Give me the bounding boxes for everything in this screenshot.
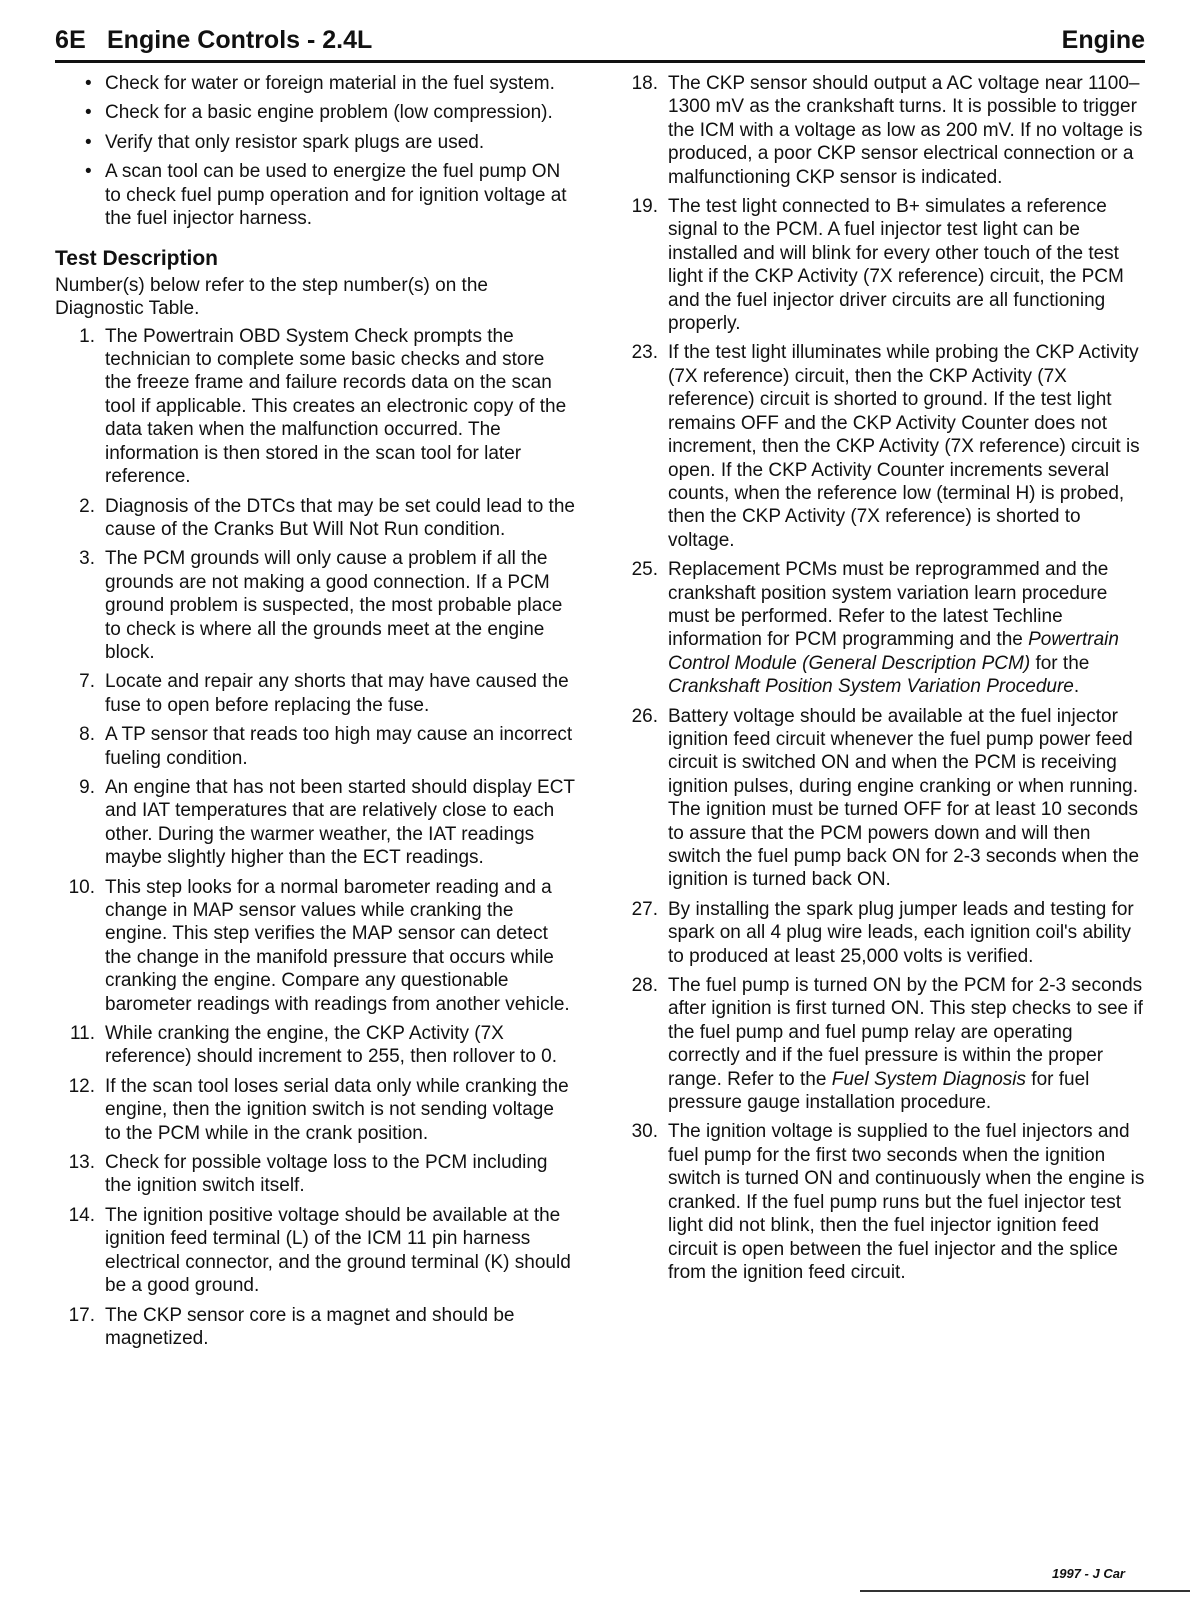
step-text: Locate and repair any shorts that may have caused the fuse to open before replacing the fuse. — [105, 671, 569, 716]
list-item: • Verify that only resistor spark plugs are used. — [85, 131, 485, 153]
step-text: While cranking the engine, the CKP Activity (7X reference) should increment to 255, then rollover to 0. — [105, 1023, 558, 1068]
step-text: An engine that has not been started should display ECT and IAT temperatures that are relatively close to each other. During the warmer weather, the IAT readings maybe slightly higher than the ECT readings. — [105, 776, 575, 869]
step-text: The fuel pump is turned ON by the PCM for 2-3 seconds after ignition is first turned ON. This step checks to see if the fuel pump and fuel pump relay are operating correctly and if the fuel pressure is within the proper range. Refer to the Fuel System Diagnosis for fuel pressure gauge installation procedure. — [668, 975, 1143, 1114]
footer-rule — [860, 1590, 1190, 1592]
step-number: 8. — [79, 724, 95, 746]
step-text: A TP sensor that reads too high may cause an incorrect fueling condition. — [105, 724, 573, 769]
step-text: Diagnosis of the DTCs that may be set could lead to the cause of the Cranks But Will Not Run condition. — [105, 495, 575, 540]
step-item — [620, 558, 1145, 698]
page-footer: 1997 - J Car — [1052, 1566, 1125, 1581]
step-number: 27. — [631, 898, 658, 920]
step-item — [55, 495, 575, 542]
step-text: The test light connected to B+ simulates a reference signal to the PCM. A fuel injector test light can be installed and will blink for every other touch of the test light if the CKP Activity (7X reference) circuit, the PCM and the fuel injector driver circuits are all functioning properly. — [668, 196, 1124, 335]
step-number: 14. — [68, 1204, 95, 1226]
page-title: Engine Controls - 2.4L — [107, 26, 373, 54]
step-number: 12. — [68, 1075, 95, 1097]
step-number: 11. — [69, 1023, 95, 1045]
right-column — [620, 72, 1145, 1290]
step-text: The CKP sensor core is a magnet and should be magnetized. — [105, 1304, 515, 1349]
section-number: 6E — [55, 26, 86, 54]
step-number: 3. — [79, 548, 95, 570]
step-number: 13. — [68, 1152, 95, 1174]
step-number: 26. — [631, 705, 658, 727]
step-text: The CKP sensor should output a AC voltage near 1100–1300 mV as the crankshaft turns. It is possible to trigger the ICM with a voltage as low as 200 mV. If no voltage is produced, a poor CKP sensor electrical connection or a malfunctioning CKP sensor is indicated. — [668, 73, 1143, 188]
step-number: 2. — [79, 495, 95, 517]
step-item — [55, 776, 575, 870]
test-description-heading: Test Description — [55, 247, 218, 271]
step-item — [620, 72, 1145, 189]
step-item — [620, 705, 1145, 892]
step-item — [620, 1120, 1145, 1284]
step-number: 23. — [631, 342, 658, 364]
step-text: Battery voltage should be available at the fuel injector ignition feed circuit whenever the fuel pump power feed circuit is switched ON and when the PCM is receiving ignition pulses, during engine cranking or when running. The ignition must be turned OFF for at least 10 seconds to assure that the PCM powers down and will then switch the fuel pump back ON for 2-3 seconds when the ignition is turned back ON. — [668, 705, 1140, 891]
step-text: Check for possible voltage loss to the PCM including the ignition switch itself. — [105, 1152, 548, 1197]
step-item — [620, 898, 1145, 968]
step-text: This step looks for a normal barometer reading and a change in MAP sensor values while cranking the engine. This step verifies the MAP sensor can detect the change in the manifold pressure that occurs while cranking the engine. Compare any questionable barometer readings with readings from another vehicle. — [105, 876, 570, 1015]
step-item — [55, 547, 575, 664]
step-text: If the test light illuminates while probing the CKP Activity (7X reference) circuit, then the CKP Activity (7X reference) circuit is shorted to ground. If the test light remains OFF and the CKP Activity Counter does not increment, then the CKP Activity (7X reference) circuit is open. If the CKP Activity Counter increments several counts, when the reference low (terminal H) is probed, then the CKP Activity (7X reference) is shorted to voltage. — [668, 342, 1140, 551]
step-text: The ignition positive voltage should be available at the ignition feed terminal (L) of the ICM 11 pin harness electrical connector, and the ground terminal (K) should be a good ground. — [105, 1204, 571, 1297]
step-item — [620, 195, 1145, 335]
step-item — [620, 341, 1145, 552]
page-header — [55, 26, 1145, 63]
step-text: The Powertrain OBD System Check prompts the technician to complete some basic checks and store the freeze frame and failure records data on the scan tool if applicable. This creates an electronic copy of the data taken when the malfunction occurred. The information is then stored in the scan tool for later reference. — [105, 325, 567, 488]
step-item — [55, 723, 575, 770]
step-number: 28. — [631, 975, 658, 997]
step-item — [55, 1304, 575, 1351]
step-item — [55, 670, 575, 717]
step-item — [55, 325, 575, 489]
step-item — [55, 1204, 575, 1298]
step-number: 9. — [79, 776, 95, 798]
bullet-list — [55, 72, 575, 230]
list-item: • Check for a basic engine problem (low compression). — [85, 102, 553, 124]
section-name: Engine — [1061, 26, 1145, 54]
step-number: 1. — [79, 325, 95, 347]
step-number: 7. — [79, 671, 95, 693]
step-text: By installing the spark plug jumper leads and testing for spark on all 4 plug wire leads, each ignition coil's ability to produced at least 25,000 volts is verified. — [668, 898, 1134, 967]
step-number: 18. — [631, 73, 658, 94]
step-number: 25. — [631, 559, 658, 581]
reference-title: Crankshaft Position System Variation Procedure — [668, 676, 1074, 698]
step-text: If the scan tool loses serial data only while cranking the engine, then the ignition switch is not sending voltage to the PCM while in the crank position. — [105, 1075, 569, 1144]
step-text: The PCM grounds will only cause a problem if all the grounds are not making a good connection. If a PCM ground problem is suspected, the most probable place to check is where all the grounds meet at the engine block. — [105, 548, 563, 663]
list-item: • Check for water or foreign material in the fuel system. — [85, 73, 555, 94]
test-description-intro: Number(s) below refer to the step number(s) on the Diagnostic Table. — [55, 274, 488, 320]
step-number: 19. — [631, 196, 658, 218]
step-item — [620, 974, 1145, 1114]
step-text: The ignition voltage is supplied to the fuel injectors and fuel pump for the first two seconds when the ignition switch is turned ON and continuously when the engine is cranked. If the fuel pump runs but the fuel injector test light did not blink, then the fuel injector ignition feed circuit is open between the fuel injector and the splice from the ignition feed circuit. — [668, 1121, 1145, 1283]
step-item — [55, 1022, 575, 1069]
step-number: 30. — [631, 1121, 658, 1143]
step-text: Replacement PCMs must be reprogrammed and the crankshaft position system variation learn procedure must be performed. Refer to the latest Techline information for PCM programming and the Powertrain Control Module (General Description PCM) for the Crankshaft Position System Variation Procedure. — [668, 559, 1119, 698]
step-number: 17. — [68, 1304, 95, 1326]
step-item — [55, 876, 575, 1016]
list-item: • A scan tool can be used to energize the fuel pump ON to check fuel pump operation and for ignition voltage at the fuel injector harness. — [85, 161, 567, 230]
step-item — [55, 1075, 575, 1145]
step-number: 10. — [68, 876, 95, 898]
reference-title: Fuel System Diagnosis — [831, 1068, 1027, 1090]
step-item — [55, 1151, 575, 1198]
reference-title: Powertrain Control Module (General Description PCM) — [668, 629, 1119, 674]
left-column — [55, 72, 575, 1356]
